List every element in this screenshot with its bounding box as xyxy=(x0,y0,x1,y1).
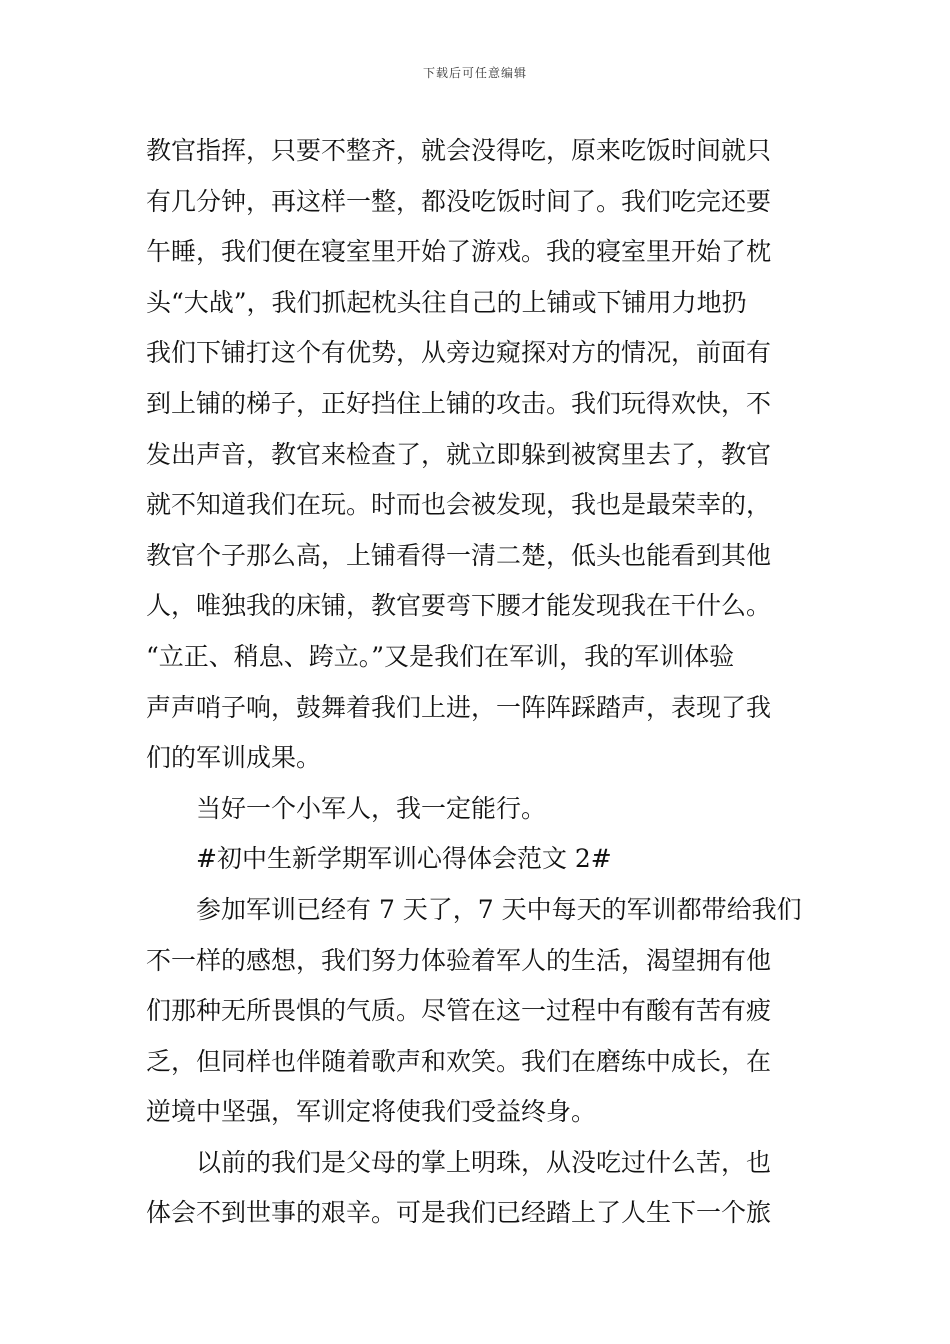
document-body xyxy=(146,126,806,1239)
text-line: 体会不到世事的艰辛。可是我们已经踏上了人生下一个旅 xyxy=(146,1198,772,1228)
text-line: 午睡，我们便在寝室里开始了游戏。我的寝室里开始了枕 xyxy=(146,237,772,267)
text-line: 人，唯独我的床铺，教官要弯下腰才能发现我在干什么。 xyxy=(146,591,772,621)
page-header: 下载后可任意编辑 xyxy=(422,66,527,80)
paragraph-line: 当好一个小军人，我一定能行。 xyxy=(196,793,547,823)
section-heading: #初中生新学期军训心得体会范文 2# xyxy=(196,844,612,874)
text-line: 教官指挥，只要不整齐，就会没得吃，原来吃饭时间就只 xyxy=(146,136,772,165)
text-line: 们那种无所畏惧的气质。尽管在这一过程中有酸有苦有疲 xyxy=(146,996,772,1026)
text-line: 逆境中坚强，军训定将使我们受益终身。 xyxy=(146,1097,597,1127)
text-line: 声声哨子响，鼓舞着我们上进，一阵阵踩踏声，表现了我 xyxy=(146,692,772,722)
text-line: 教官个子那么高，上铺看得一清二楚，低头也能看到其他 xyxy=(146,540,772,570)
text-line: 就不知道我们在玩。时而也会被发现，我也是最荣幸的， xyxy=(146,490,772,520)
text-line: 到上铺的梯子，正好挡住上铺的攻击。我们玩得欢快，不 xyxy=(146,388,772,418)
text-line: 乏，但同样也伴随着歌声和欢笑。我们在磨练中成长，在 xyxy=(146,1046,772,1076)
paragraph-line: 以前的我们是父母的掌上明珠，从没吃过什么苦，也 xyxy=(196,1147,772,1177)
text-line: 不一样的感想，我们努力体验着军人的生活，渴望拥有他 xyxy=(146,945,772,975)
paragraph-line: 参加军训已经有 7 天了，7 天中每天的军训都带给我们 xyxy=(196,894,802,924)
text-line: 们的军训成果。 xyxy=(146,743,322,773)
text-line: 我们下铺打这个有优势，从旁边窥探对方的情况，前面有 xyxy=(146,338,772,368)
text-line: 有几分钟，再这样一整，都没吃饭时间了。我们吃完还要 xyxy=(146,186,772,216)
text-line: 发出声音，教官来检查了，就立即躲到被窝里去了，教官 xyxy=(146,439,772,469)
text-line: 头“大战”，我们抓起枕头往自己的上铺或下铺用力地扔 xyxy=(146,287,747,317)
text-line: “立正、稍息、跨立。”又是我们在军训，我的军训体验 xyxy=(146,641,735,671)
